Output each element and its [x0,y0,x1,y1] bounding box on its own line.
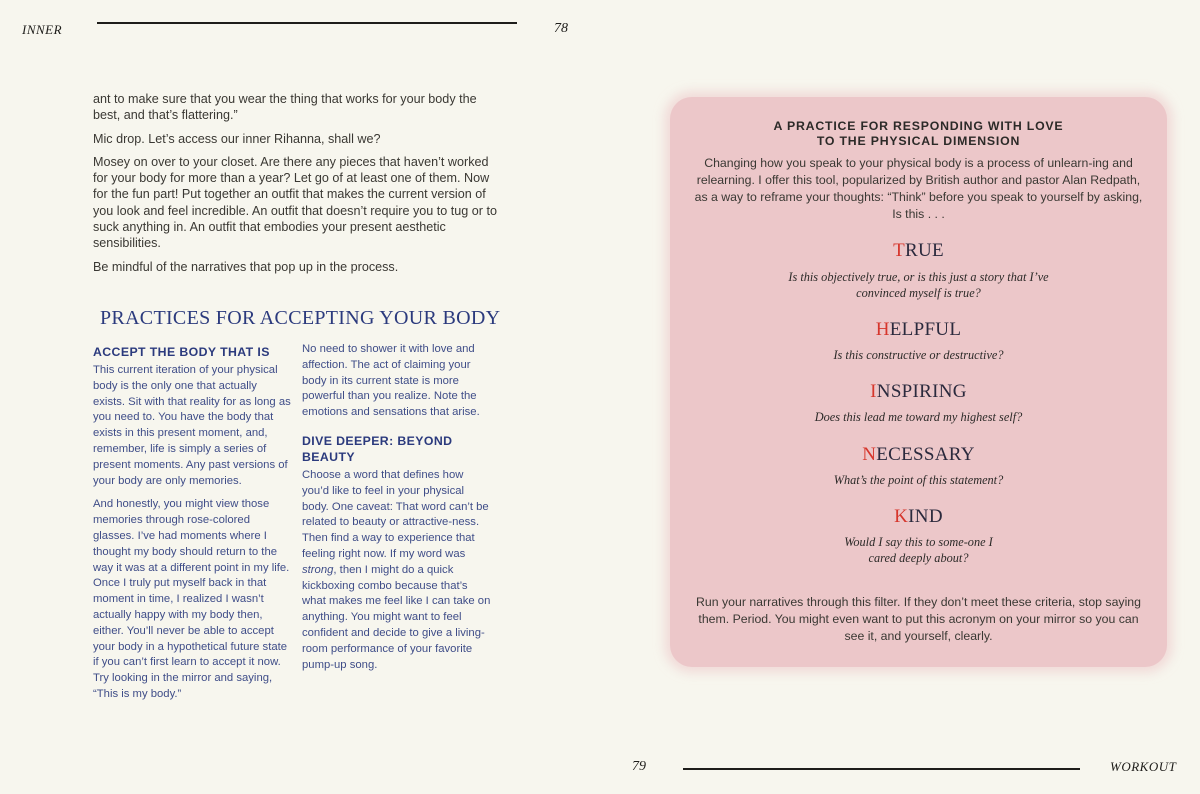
term-helpful [670,319,1167,341]
term-initial: T [893,240,905,261]
running-head: INNER [22,22,63,37]
intro-paragraph: Mosey on over to your closet. Are there any pieces that haven’t worked for your body for more than a year? Let go of at least one of them. Now for the fun part! Put together an outfit that makes the current version of you look and feel incredible. An outfit that doesn’t require you to tug or to suck anything in. An outfit that embodies your present aesthetic sensibilities. [93,154,497,251]
callout-title [670,119,1167,149]
callout-intro: Changing how you speak to your physical body is a process of unlearn-ing and relearning. I offer this tool, popularized by British author and pastor Alan Redpath, as a way to reframe your thoughts: “Think” before you speak to yourself by asking, Is this . . . [694,156,1143,221]
intro-paragraph: ant to make sure that you wear the thing that works for your body the best, and that’s flattering.” [93,92,477,123]
column-2 [302,342,492,681]
column-2-heading: DIVE DEEPER: BEYOND BEAUTY [302,433,453,464]
term-initial: K [894,506,909,527]
term-rest: ELPFUL [889,319,962,340]
term-necessary [670,444,1167,466]
page-number-right: 79 [632,759,646,774]
callout-box [670,97,1167,667]
footer-rule [683,768,1080,770]
term-rest: IND [908,506,943,527]
column-2-paragraph [302,468,492,673]
column-1-paragraph: This current iteration of your physical body is the only one that actually exists. Sit with that reality for as long as you need to. You have the body that exists in this present moment, and, remember, life is simply a series of present moments. Any past versions of your body are only memories. [93,364,291,487]
term-inspiring [670,381,1167,403]
term-rest: ECESSARY [876,444,975,465]
intro-paragraph: Mic drop. Let’s access our inner Rihanna, shall we? [93,131,381,146]
page-number-left: 78 [554,21,568,36]
callout-outro: Run your narratives through this filter. If they don’t meet these criteria, stop saying them. Period. You might even want to put this acronym on your mirror so you can see it, and yourself, clearly. [696,595,1141,643]
section-title: PRACTICES FOR ACCEPTING YOUR BODY [100,307,501,329]
term-question: Does this lead me toward my highest self? [814,410,1023,424]
intro-paragraph: Be mindful of the narratives that pop up in the process. [93,259,399,274]
callout-title-line: TO THE PHYSICAL DIMENSION [816,134,1021,148]
column-1-heading: ACCEPT THE BODY THAT IS [93,345,270,359]
column-1-paragraph: And honestly, you might view those memories through rose-colored glasses. I’ve had moments where I thought my body should return to the way it was at a different point in my life. Once I truly put myself back in that moment in time, I realized I wasn’t actually happy with my body then, either. You’ll never be able to accept your body in a hypothetical future state if you can’t first learn to accept it now. Try looking in the mirror and saying, “This is my body.” [93,498,290,700]
column-2-paragraph-top: No need to shower it with love and affection. The act of claiming your body in its current state is more powerful than you realize. Note the emotions and sensations that arise. [302,343,480,419]
running-foot: WORKOUT [1110,759,1177,774]
term-question: Would I say this to some-one I cared deeply about? [844,535,993,565]
term-question: Is this constructive or destructive? [833,348,1004,362]
callout-title-line: A PRACTICE FOR RESPONDING WITH LOVE [773,119,1064,133]
intro-text [93,91,505,282]
column-1 [93,344,291,711]
term-initial: I [870,381,877,402]
column-2-text-a: Choose a word that defines how you’d like to feel in your physical body. One caveat: That word can’t be related to beauty or attractive-ness. Then find a way to experience that feeling right now. If my word was [302,468,489,560]
column-2-italic-word: strong [302,563,334,576]
term-rest: NSPIRING [876,381,967,402]
term-kind [670,506,1167,528]
header-rule [97,22,517,24]
column-2-text-b: , then I might do a quick kickboxing combo because that’s what makes me feel like I can take on anything. You might want to feel confident and decide to give a living-room performance of your favorite pump-up song. [302,563,491,671]
term-question: Is this objectively true, or is this just a story that I’ve convinced myself is true? [788,270,1049,300]
term-rest: RUE [905,240,944,261]
term-initial: N [862,444,877,465]
term-initial: H [875,319,890,340]
term-question: What’s the point of this statement? [833,473,1004,487]
term-true [670,240,1167,262]
